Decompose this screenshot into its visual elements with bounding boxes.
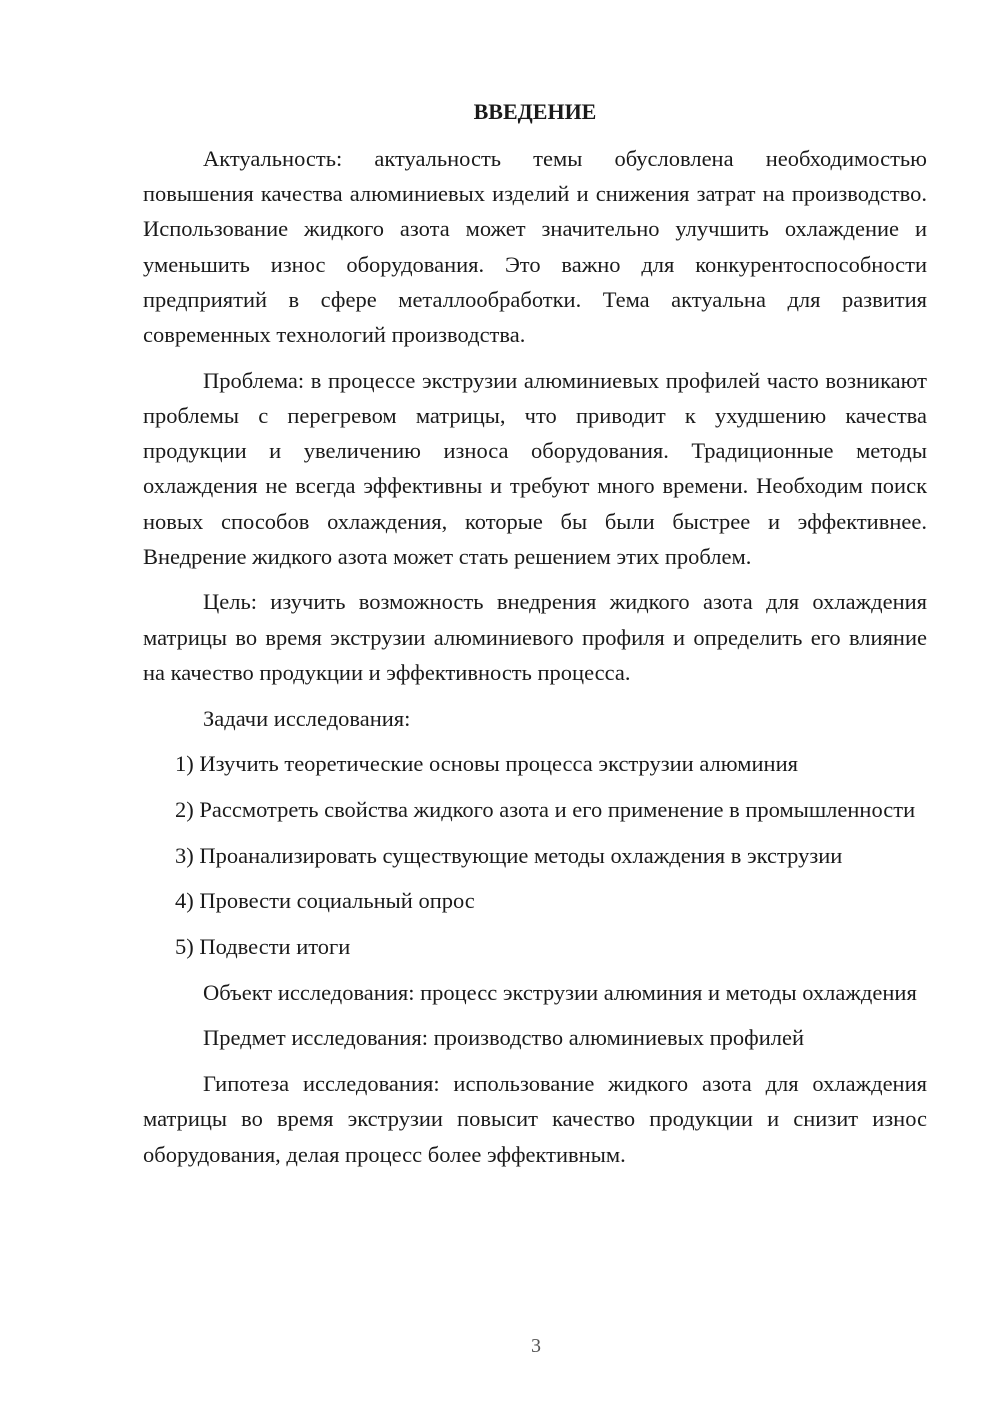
goal-paragraph: Цель: изучить возможность внедрения жидкого азота для охлаждения матрицы во время экструзии алюминиевого профиля и определить его влияние на качество продукции и эффективность процесса. <box>143 589 927 685</box>
subject-paragraph: Предмет исследования: производство алюминиевых профилей <box>203 1025 805 1051</box>
problem-paragraph: Проблема: в процессе экструзии алюминиевых профилей часто возникают проблемы с перегревом матрицы, что приводит к ухудшению качества продукции и увеличению износа оборудования. Традиционные методы охлаждения не всегда эффективны и требуют много времени. Необходим поиск новых способов охлаждения, которые бы были быстрее и эффективнее. Внедрение жидкого азота может стать решением этих проблем. <box>143 367 927 569</box>
task-item: 2) Рассмотреть свойства жидкого азота и его применение в промышленности <box>175 796 916 822</box>
document-body <box>143 94 927 1172</box>
task-item: 3) Проанализировать существующие методы охлаждения в экструзии <box>175 842 843 868</box>
tasks-heading: Задачи исследования: <box>203 705 411 731</box>
page-number: 3 <box>531 1335 541 1357</box>
relevance-paragraph: Актуальность: актуальность темы обусловлена необходимостью повышения качества алюминиевых изделий и снижения затрат на производство. Использование жидкого азота может значительно улучшить охлаждение и уменьшить износ оборудования. Это важно для конкурентоспособности предприятий в сфере металлообработки. Тема актуальна для развития современных технологий производства. <box>143 146 927 348</box>
task-item: 1) Изучить теоретические основы процесса экструзии алюминия <box>175 751 798 777</box>
hypothesis-paragraph: Гипотеза исследования: использование жидкого азота для охлаждения матрицы во время экструзии повысит качество продукции и снизит износ оборудования, делая процесс более эффективным. <box>143 1071 927 1167</box>
object-paragraph: Объект исследования: процесс экструзии алюминия и методы охлаждения <box>203 979 917 1005</box>
task-item: 4) Провести социальный опрос <box>175 888 475 914</box>
section-title: ВВЕДЕНИЕ <box>473 99 597 124</box>
task-item: 5) Подвести итоги <box>175 934 351 960</box>
